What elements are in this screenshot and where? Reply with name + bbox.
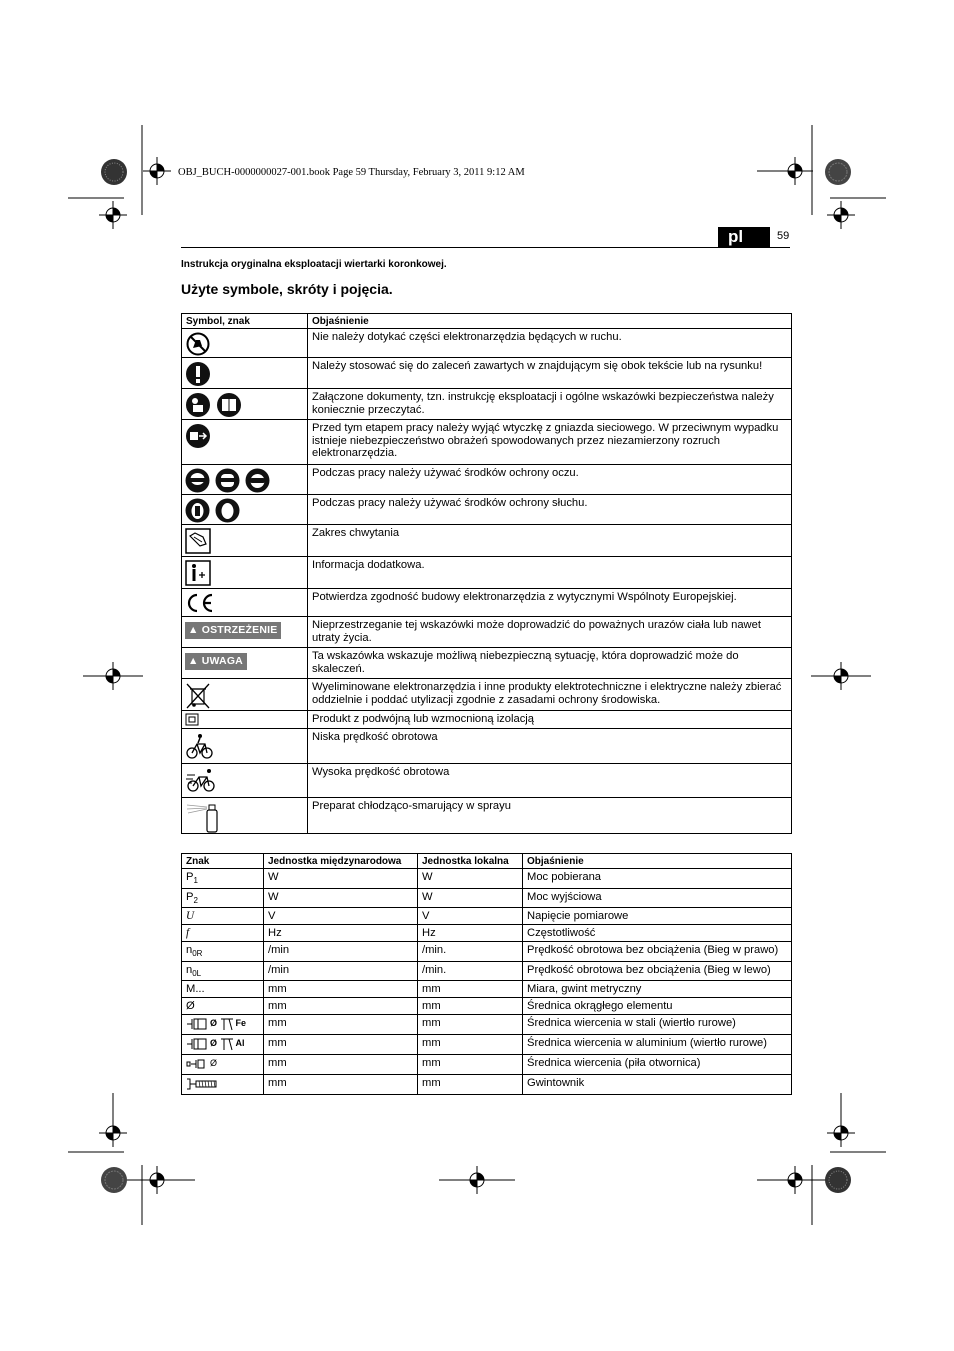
doc-title: Instrukcja oryginalna eksploatacji wiertarki koronkowej.: [181, 259, 447, 270]
header-sign: Znak: [182, 854, 264, 869]
core-drill-icon: [186, 1037, 208, 1051]
local-unit: mm: [418, 1055, 523, 1075]
table-row: [182, 648, 792, 679]
header-rule: [181, 247, 790, 248]
diameter-sign: Ø: [210, 1018, 218, 1028]
local-unit: W: [418, 869, 523, 889]
table-row: [182, 998, 792, 1015]
face-shield-icon: [215, 468, 240, 493]
header-explanation: Objaśnienie: [308, 314, 792, 329]
table-row: [182, 925, 792, 942]
row-text: Preparat chłodząco-smarujący w sprayu: [308, 798, 792, 834]
grip-area-icon: [185, 528, 211, 554]
local-unit: mm: [418, 1015, 523, 1035]
table-row: [182, 389, 792, 420]
table-row: [182, 329, 792, 358]
table-row: [182, 358, 792, 389]
sign-subscript: 1: [193, 876, 198, 885]
local-unit: mm: [418, 1075, 523, 1095]
row-text: Podczas pracy należy używać środków ochrony słuchu.: [308, 495, 792, 525]
read-manual-person-icon: [185, 392, 211, 418]
explanation: Częstotliwość: [523, 925, 792, 942]
intl-unit: mm: [264, 998, 418, 1015]
row-text: Potwierdza zgodność budowy elektronarzędzia z wytycznymi Wspólnoty Europejskiej.: [308, 589, 792, 617]
explanation: Napięcie pomiarowe: [523, 908, 792, 925]
weee-bin-icon: [185, 682, 211, 710]
intl-unit: /min: [264, 942, 418, 962]
warning-label: ▲ OSTRZEŻENIE: [185, 622, 281, 639]
intl-unit: mm: [264, 1035, 418, 1055]
bicycle-fast-icon: [185, 767, 217, 795]
page-number: 59: [777, 230, 790, 242]
sign-subscript: 0R: [192, 949, 203, 958]
local-unit: V: [418, 908, 523, 925]
spray-can-icon: [185, 801, 219, 833]
explanation: Średnica wiercenia w aluminium (wiertło rurowe): [523, 1035, 792, 1055]
intl-unit: mm: [264, 981, 418, 998]
table-row: [182, 1035, 792, 1055]
section-heading: Użyte symbole, skróty i pojęcia.: [181, 281, 393, 297]
table-header-row: [182, 854, 792, 869]
symbols-table: [181, 313, 792, 834]
intl-unit: mm: [264, 1015, 418, 1035]
goggles-icon: [245, 468, 270, 493]
row-text: Przed tym etapem pracy należy wyjąć wtyczkę z gniazda sieciowego. W przeciwnym wypadku istnieje niebezpieczeństwo obrażeń spowodowanych przez niezamierzony rozruch elektronarzędzia.: [308, 420, 792, 465]
header-intl-unit: Jednostka międzynarodowa: [264, 854, 418, 869]
table-row: [182, 679, 792, 711]
table-row: [182, 617, 792, 648]
table-row: [182, 589, 792, 617]
table-row: [182, 557, 792, 589]
row-text: Podczas pracy należy używać środków ochrony oczu.: [308, 465, 792, 495]
book-info-line: OBJ_BUCH-0000000027-001.book Page 59 Thursday, February 3, 2011 9:12 AM: [178, 167, 525, 178]
al-label: Al: [235, 1038, 245, 1048]
intl-unit: Hz: [264, 925, 418, 942]
table-row: [182, 420, 792, 465]
local-unit: mm: [418, 1035, 523, 1055]
intl-unit: /min: [264, 961, 418, 981]
table-row: [182, 525, 792, 557]
row-text: Należy stosować się do zaleceń zawartych w znajdującym się obok tekście lub na rysunku!: [308, 358, 792, 389]
local-unit: W: [418, 888, 523, 908]
explanation: Gwintownik: [523, 1075, 792, 1095]
warning-triangle-icon: ▲: [188, 624, 199, 636]
sign-subscript: 0L: [192, 968, 202, 978]
table-row: [182, 729, 792, 764]
unplug-icon: [185, 423, 211, 449]
table-row: [182, 1075, 792, 1095]
table-row: [182, 1015, 792, 1035]
sign: n: [186, 944, 193, 956]
steel-material-icon: [220, 1017, 234, 1031]
intl-unit: mm: [264, 1055, 418, 1075]
intl-unit: W: [264, 888, 418, 908]
sign-subscript: 2: [193, 895, 198, 905]
intl-unit: V: [264, 908, 418, 925]
table-row: [182, 888, 792, 908]
sign: P: [186, 871, 194, 883]
table-row: [182, 869, 792, 889]
caution-label: ▲ UWAGA: [185, 653, 247, 670]
read-manual-book-icon: [216, 392, 242, 418]
info-icon: [185, 560, 211, 586]
diameter-sign: Ø: [210, 1038, 218, 1048]
sign: f: [186, 927, 190, 939]
local-unit: Hz: [418, 925, 523, 942]
table-row: [182, 961, 792, 981]
explanation: Moc pobierana: [523, 869, 792, 889]
row-text: Wyeliminowane elektronarzędzia i inne produkty elektrotechniczne i elektryczne należy zbierać oddzielnie i poddać utylizacji zgodnie z zasadami ochrony środowiska.: [308, 679, 792, 711]
table-row: [182, 1055, 792, 1075]
local-unit: /min.: [418, 942, 523, 962]
row-text: Informacja dodatkowa.: [308, 557, 792, 589]
sign: P: [186, 890, 194, 903]
ear-protection-icon: [185, 498, 210, 523]
table-row: [182, 981, 792, 998]
table-row: [182, 798, 792, 834]
core-drill-icon: [186, 1017, 208, 1031]
local-unit: mm: [418, 981, 523, 998]
eye-protection-icon: [185, 468, 210, 493]
header-symbol: Symbol, znak: [182, 314, 308, 329]
row-text: Produkt z podwójną lub wzmocnioną izolacją: [308, 711, 792, 729]
row-text: Niska prędkość obrotowa: [308, 729, 792, 764]
explanation: Miara, gwint metryczny: [523, 981, 792, 998]
bicycle-slow-icon: [185, 732, 215, 760]
explanation: Średnica okrągłego elementu: [523, 998, 792, 1015]
row-text: Ta wskazówka wskazuje możliwą niebezpieczną sytuację, która doprowadzić może do skaleczeń.: [308, 648, 792, 679]
no-touch-icon: [185, 332, 211, 356]
hole-saw-icon: [186, 1057, 208, 1071]
fe-label: Fe: [235, 1018, 247, 1028]
tap-icon: [186, 1077, 218, 1091]
intl-unit: mm: [264, 1075, 418, 1095]
units-table: [181, 853, 792, 1095]
explanation: Prędkość obrotowa bez obciążenia (Bieg w prawo): [523, 942, 792, 962]
sign: M...: [182, 981, 264, 998]
table-row: [182, 764, 792, 798]
table-row: [182, 942, 792, 962]
row-text: Nie należy dotykać części elektronarzędzia będących w ruchu.: [308, 329, 792, 358]
local-unit: /min.: [418, 961, 523, 981]
explanation: Moc wyjściowa: [523, 888, 792, 908]
row-text: Wysoka prędkość obrotowa: [308, 764, 792, 798]
double-insulation-icon: [185, 713, 199, 726]
ce-mark-icon: [185, 592, 215, 614]
row-text: Zakres chwytania: [308, 525, 792, 557]
caution-triangle-icon: ▲: [188, 655, 199, 667]
row-text: Załączone dokumenty, tzn. instrukcję eksploatacji i ogólne wskazówki bezpieczeństwa należy koniecznie przeczytać.: [308, 389, 792, 420]
header-explanation: Objaśnienie: [523, 854, 792, 869]
diameter-sign: Ø: [210, 1058, 218, 1068]
ear-muff-icon: [215, 498, 240, 523]
table-row: [182, 465, 792, 495]
intl-unit: W: [264, 869, 418, 889]
table-header-row: [182, 314, 792, 329]
aluminium-material-icon: [220, 1037, 234, 1051]
language-badge: pl: [718, 227, 770, 247]
row-text: Nieprzestrzeganie tej wskazówki może doprowadzić do poważnych urazów ciała lub nawet utraty życia.: [308, 617, 792, 648]
local-unit: mm: [418, 998, 523, 1015]
explanation: Średnica wiercenia w stali (wiertło rurowe): [523, 1015, 792, 1035]
header-local-unit: Jednostka lokalna: [418, 854, 523, 869]
table-row: [182, 495, 792, 525]
sign: Ø: [182, 998, 264, 1015]
table-row: [182, 908, 792, 925]
sign: U: [186, 910, 195, 922]
attention-icon: [185, 361, 211, 387]
table-row: [182, 711, 792, 729]
sign: n: [186, 963, 193, 976]
explanation: Średnica wiercenia (piła otwornica): [523, 1055, 792, 1075]
explanation: Prędkość obrotowa bez obciążenia (Bieg w lewo): [523, 961, 792, 981]
